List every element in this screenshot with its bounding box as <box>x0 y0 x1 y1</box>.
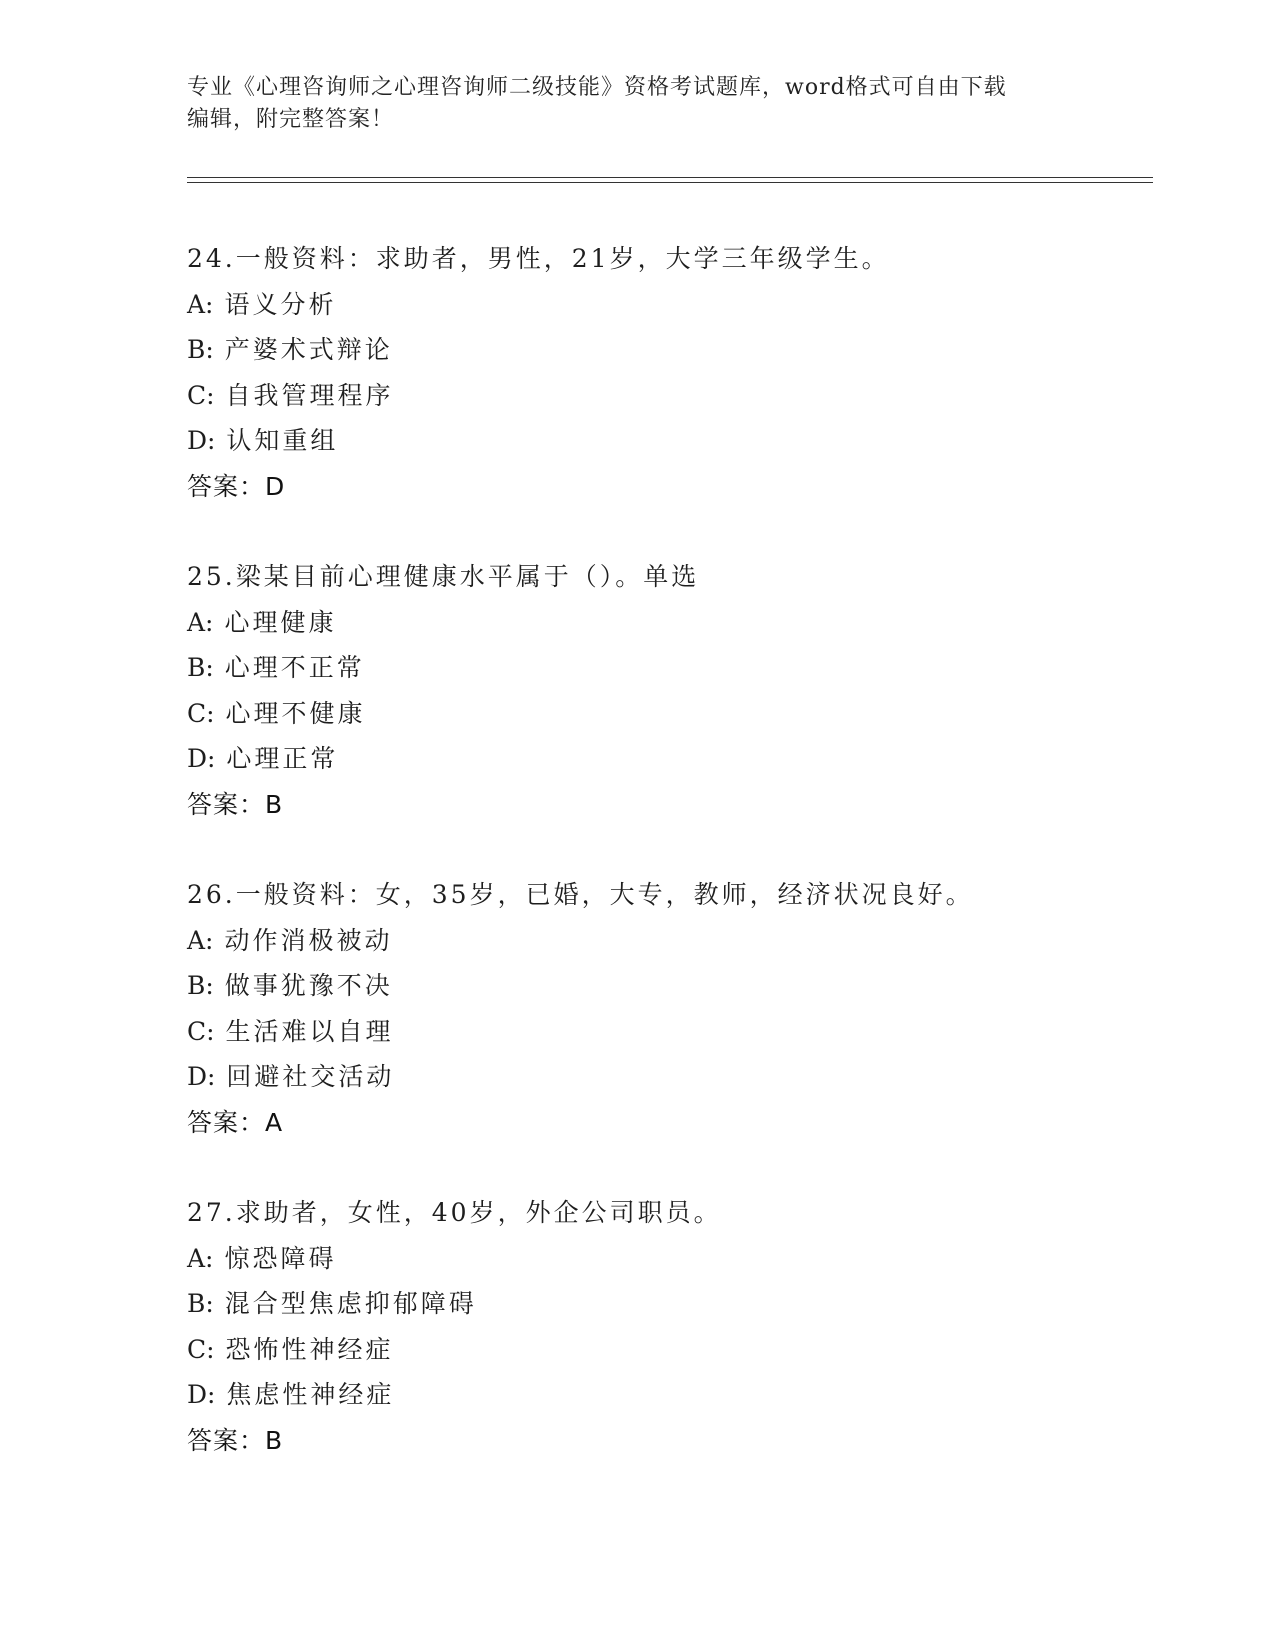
option-b <box>187 1281 1147 1327</box>
option-c <box>187 1009 1147 1055</box>
option-b <box>187 645 1147 691</box>
answer-line: 答案：D <box>187 471 286 501</box>
question-stem: 27.求助者，女性，40岁，外企公司职员。 <box>187 1198 722 1227</box>
option-letter: B: <box>187 971 214 1000</box>
question-26 <box>187 872 1147 1145</box>
option-letter: D: <box>187 744 216 773</box>
option-text: 恐怖性神经症 <box>225 1334 394 1364</box>
answer-line: 答案：B <box>187 789 284 819</box>
option-a <box>187 600 1147 646</box>
option-letter: B: <box>187 1289 214 1318</box>
answer-line: 答案：B <box>187 1425 284 1455</box>
option-text: 产婆术式辩论 <box>224 335 393 364</box>
header-line-1: 专业《心理咨询师之心理咨询师二级技能》资格考试题库，word格式可自由下载 <box>187 75 1007 100</box>
option-c <box>187 691 1147 737</box>
question-27 <box>187 1190 1147 1463</box>
option-text: 心理不正常 <box>224 653 365 682</box>
option-text: 生活难以自理 <box>225 1016 394 1046</box>
option-letter: C: <box>187 1334 215 1364</box>
option-text: 动作消极被动 <box>224 925 393 955</box>
option-letter: D: <box>187 1380 216 1409</box>
option-text: 回避社交活动 <box>226 1062 395 1091</box>
option-d <box>187 736 1147 782</box>
question-25 <box>187 554 1147 827</box>
option-text: 焦虑性神经症 <box>226 1380 395 1409</box>
option-text: 心理正常 <box>226 744 339 773</box>
option-text: 心理健康 <box>224 607 337 637</box>
option-letter: A: <box>187 925 214 955</box>
option-text: 心理不健康 <box>225 698 366 728</box>
option-letter: B: <box>187 335 214 364</box>
option-letter: B: <box>187 653 214 682</box>
header-divider-bottom <box>187 182 1153 183</box>
option-text: 混合型焦虑抑郁障碍 <box>224 1289 477 1318</box>
option-a <box>187 918 1147 964</box>
option-letter: D: <box>187 1062 216 1091</box>
option-d <box>187 418 1147 464</box>
question-stem: 24.一般资料：求助者，男性，21岁，大学三年级学生。 <box>187 244 890 273</box>
option-a <box>187 282 1147 328</box>
option-letter: C: <box>187 698 215 728</box>
option-text: 做事犹豫不决 <box>224 971 393 1000</box>
header-divider-top <box>187 177 1153 178</box>
option-c <box>187 373 1147 419</box>
option-a <box>187 1236 1147 1282</box>
option-letter: A: <box>187 1243 214 1273</box>
option-d <box>187 1054 1147 1100</box>
document-header <box>187 72 1087 136</box>
option-letter: A: <box>187 607 214 637</box>
header-line-2: 编辑，附完整答案！ <box>187 107 395 132</box>
option-text: 自我管理程序 <box>225 380 394 410</box>
option-b <box>187 327 1147 373</box>
option-b <box>187 963 1147 1009</box>
question-stem: 26.一般资料：女，35岁，已婚，大专，教师，经济状况良好。 <box>187 880 974 909</box>
option-d <box>187 1372 1147 1418</box>
option-c <box>187 1327 1147 1373</box>
option-letter: D: <box>187 426 216 455</box>
option-letter: A: <box>187 289 214 319</box>
option-letter: C: <box>187 380 215 410</box>
question-24 <box>187 236 1147 509</box>
option-text: 认知重组 <box>226 426 339 455</box>
option-letter: C: <box>187 1016 215 1046</box>
question-list <box>187 236 1147 1463</box>
option-text: 语义分析 <box>224 289 337 319</box>
answer-line: 答案：A <box>187 1107 284 1137</box>
option-text: 惊恐障碍 <box>224 1243 337 1273</box>
question-stem: 25.梁某目前心理健康水平属于（）。单选 <box>187 562 700 591</box>
